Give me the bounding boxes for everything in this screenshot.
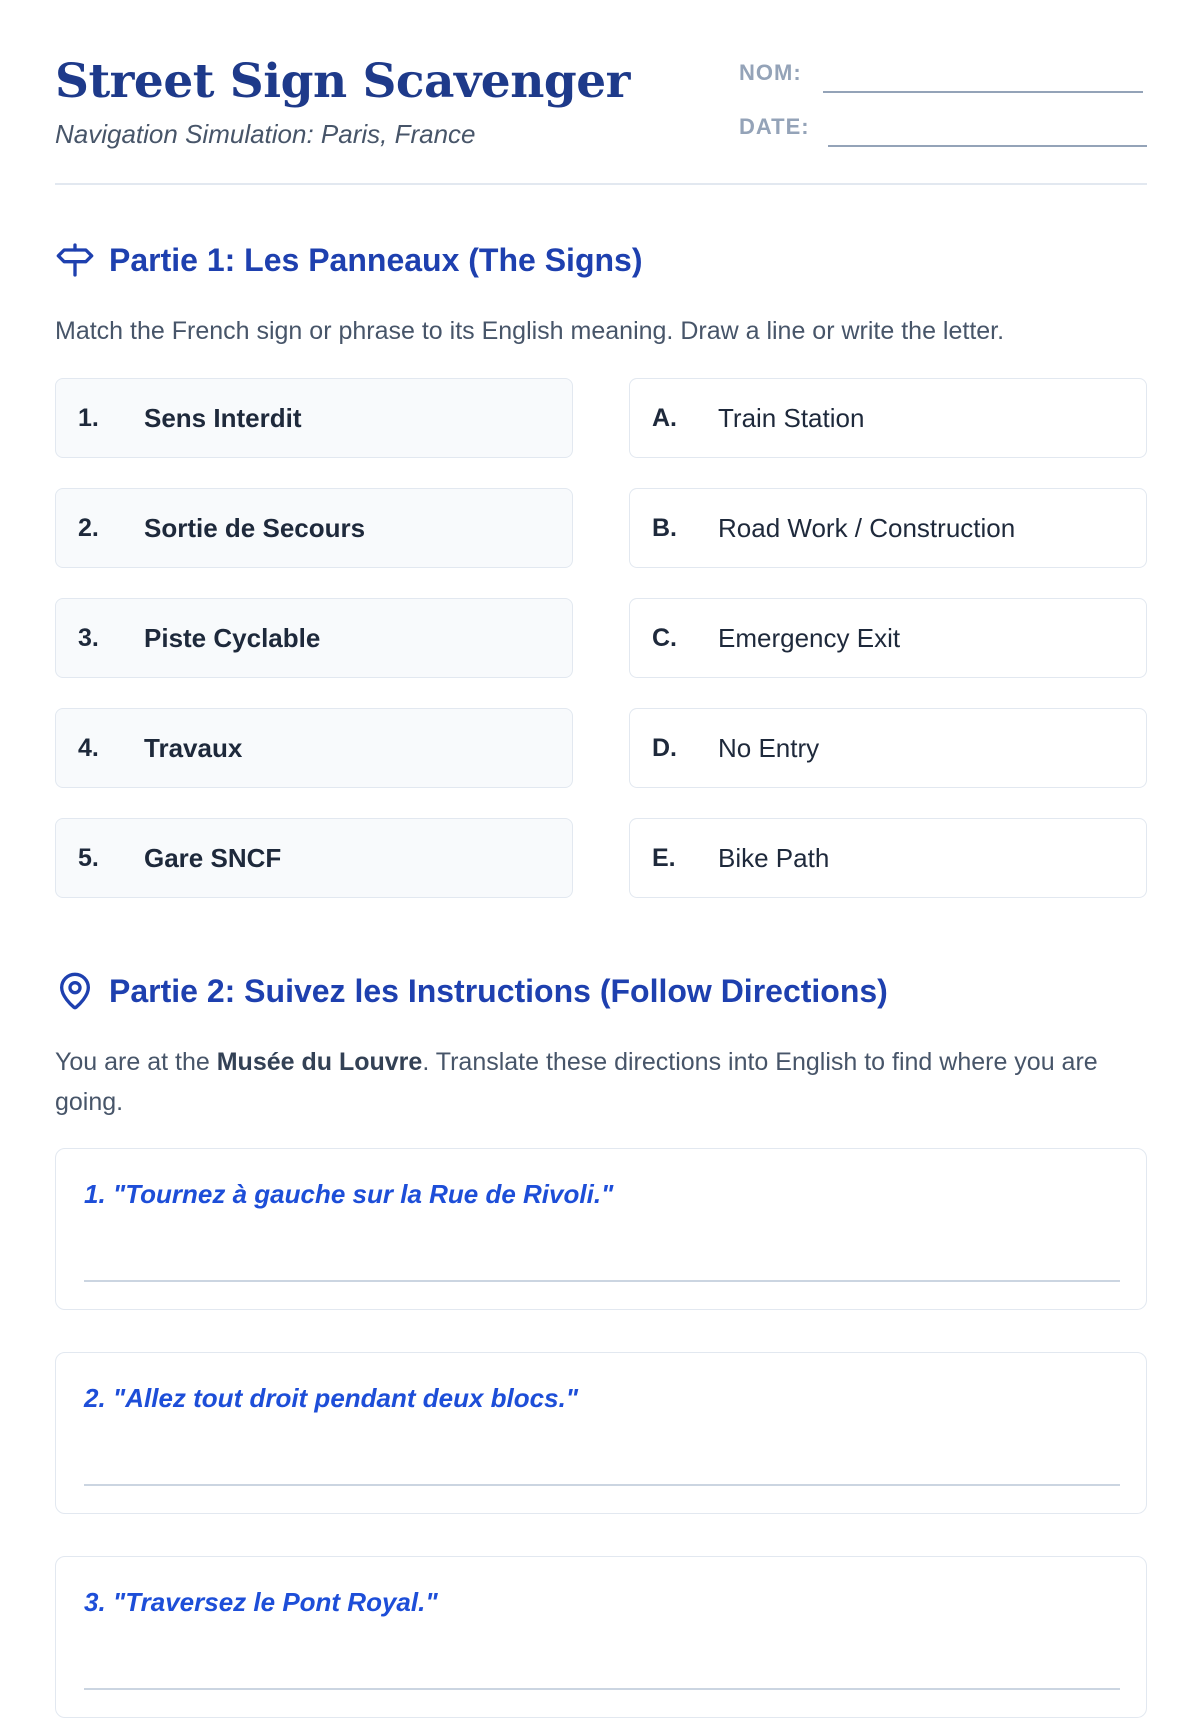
name-label: NOM: — [739, 60, 802, 85]
french-sign-number: 1. — [78, 403, 99, 432]
english-meaning-card — [629, 708, 1147, 788]
part1-heading — [55, 238, 642, 282]
date-label: DATE: — [739, 114, 810, 139]
french-sign-card — [55, 818, 573, 898]
english-meaning-card — [629, 818, 1147, 898]
name-field-line[interactable] — [823, 91, 1143, 93]
english-meaning-text: No Entry — [718, 732, 820, 763]
worksheet-title: Street Sign Scavenger — [55, 54, 630, 109]
french-sign-text: Piste Cyclable — [144, 622, 321, 653]
direction-text: 3. "Traversez le Pont Royal." — [84, 1587, 438, 1617]
answer-line[interactable] — [84, 1688, 1120, 1690]
english-meaning-letter: E. — [652, 843, 676, 872]
french-sign-text: Sortie de Secours — [144, 512, 366, 543]
date-field-line[interactable] — [828, 145, 1147, 147]
french-sign-number: 4. — [78, 733, 99, 762]
french-sign-card — [55, 708, 573, 788]
french-sign-card — [55, 378, 573, 458]
english-meaning-letter: C. — [652, 623, 677, 652]
english-meaning-letter: D. — [652, 733, 677, 762]
start-location: Musée du Louvre — [216, 1048, 423, 1076]
worksheet-header — [55, 0, 1147, 185]
english-meaning-text: Bike Path — [718, 842, 830, 873]
french-sign-text: Sens Interdit — [144, 402, 302, 433]
part2-title: Partie 2: Suivez les Instructions (Follow Directions) — [109, 972, 888, 1009]
part2-instructions — [55, 1042, 1147, 1122]
english-meaning-letter: A. — [652, 403, 677, 432]
french-sign-text: Travaux — [144, 732, 243, 763]
french-sign-text: Gare SNCF — [144, 842, 282, 873]
direction-card — [55, 1352, 1147, 1514]
english-meaning-card — [629, 598, 1147, 678]
english-meaning-letter: B. — [652, 513, 677, 542]
direction-text: 2. "Allez tout droit pendant deux blocs." — [84, 1383, 579, 1413]
english-meaning-text: Emergency Exit — [718, 622, 901, 653]
answer-line[interactable] — [84, 1280, 1120, 1282]
english-meaning-card — [629, 378, 1147, 458]
french-sign-card — [55, 488, 573, 568]
signpost-icon — [55, 240, 95, 280]
english-meaning-card — [629, 488, 1147, 568]
french-sign-number: 3. — [78, 623, 99, 652]
part1-instructions: Match the French sign or phrase to its English meaning. Draw a line or write the letter. — [55, 317, 1005, 345]
english-meaning-text: Train Station — [718, 402, 865, 433]
direction-card — [55, 1148, 1147, 1310]
direction-card — [55, 1556, 1147, 1718]
french-sign-number: 2. — [78, 513, 99, 542]
english-meaning-text: Road Work / Construction — [718, 512, 1016, 543]
part2-intro-before: You are at the — [55, 1048, 217, 1076]
direction-text: 1. "Tournez à gauche sur la Rue de Rivoli." — [84, 1179, 614, 1209]
part2-intro-after: . Translate these directions into English to find where you are going. — [55, 1048, 1098, 1116]
map-pin-icon — [55, 971, 95, 1011]
part1-title: Partie 1: Les Panneaux (The Signs) — [109, 241, 643, 278]
french-sign-card — [55, 598, 573, 678]
worksheet-subtitle: Navigation Simulation: Paris, France — [55, 119, 476, 149]
french-sign-number: 5. — [78, 843, 99, 872]
answer-line[interactable] — [84, 1484, 1120, 1486]
part2-heading — [55, 969, 888, 1013]
